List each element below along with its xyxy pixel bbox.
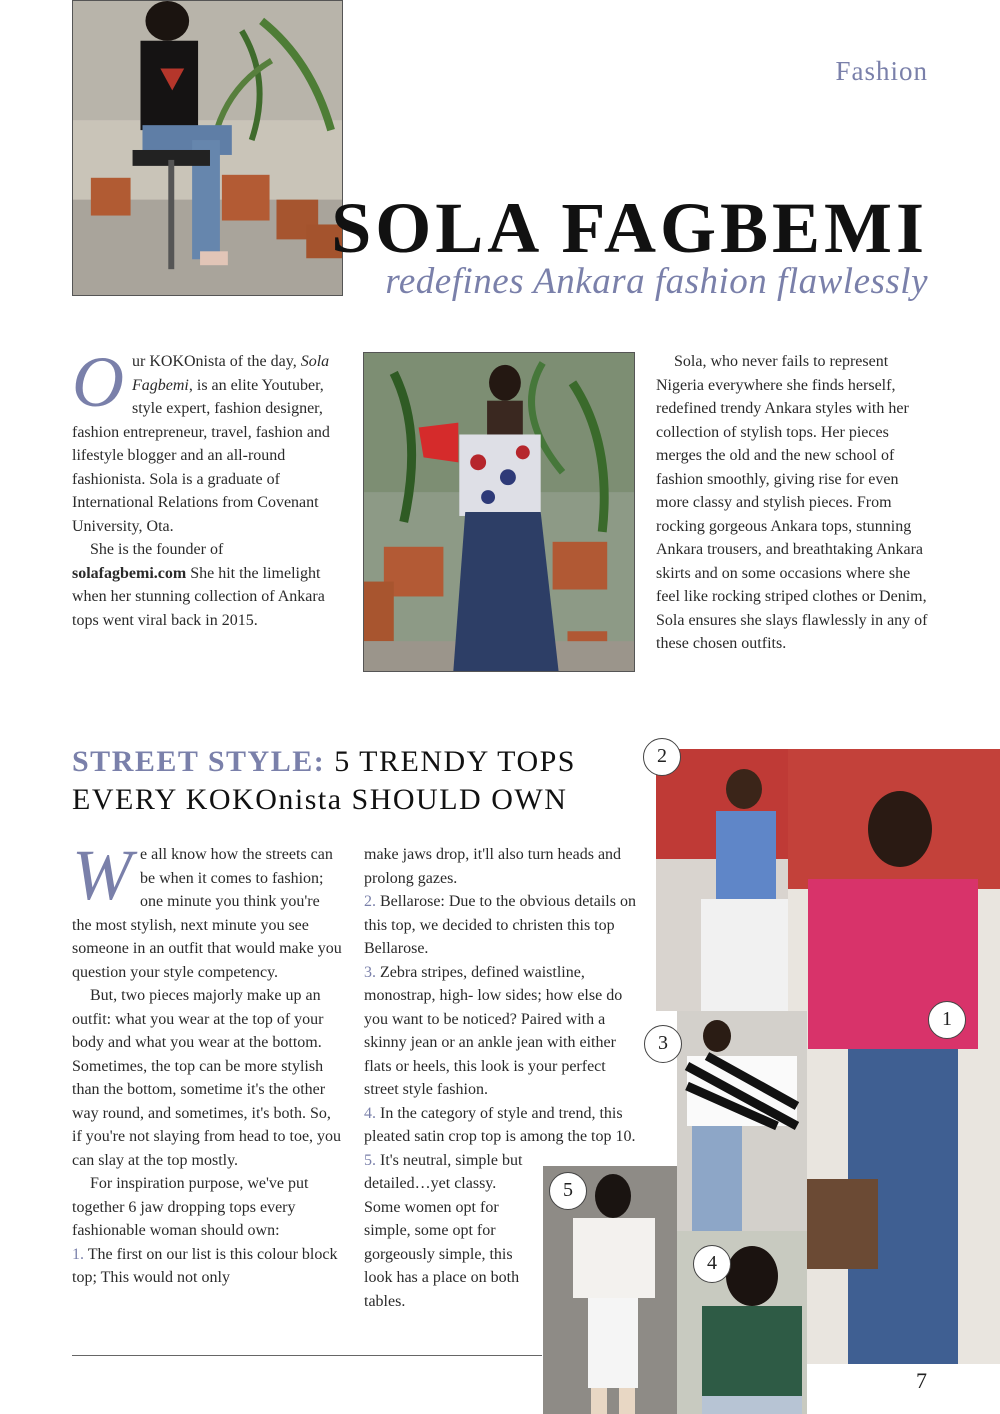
badge-3: 3 — [644, 1025, 682, 1063]
street-paragraph-2: But, two pieces majorly make up an outfit: what you wear at the top of your body and what you wear at the bottom. Sometimes, the top can be more stylish than the bottom, sometime it's the other way round, and sometimes, it's both. So, if you're not slaying from head to toe, you can slay at the top mostly. — [72, 987, 342, 1169]
drop-cap: W — [72, 835, 132, 915]
photo-look-3 — [677, 1011, 807, 1231]
street-paragraph-1 — [72, 835, 342, 984]
list-text: The first on our list is this colour block top; This would not only — [72, 1245, 338, 1286]
photo-sola-ankara-top — [363, 352, 635, 672]
heading-accent: STREET STYLE: — [72, 745, 326, 778]
list-number: 1. — [72, 1245, 84, 1263]
street-text: e all know how the streets can be when it comes to fashion; one minute you think you're the most stylish, next minute you see someone in an outfit that would make you question your style competency. — [72, 846, 342, 981]
badge-1: 1 — [928, 1001, 966, 1039]
list-text: Zebra stripes, defined waistline, monostrap, high- low sides; how else do you want to be noticed? Paired with a skinny jean or an ankle jean with either flats or heels, this look is your perfect street style fashion. — [364, 963, 623, 1098]
intro-paragraph-1 — [72, 342, 340, 538]
drop-cap: O — [72, 342, 124, 422]
photo-look-1 — [788, 749, 1000, 1364]
list-item-2 — [364, 890, 636, 961]
website-name: solafagbemi.com — [72, 564, 187, 582]
section-label: Fashion — [835, 56, 928, 86]
intro-text: ur KOKOnista of the day, — [132, 353, 301, 370]
heading-line-2: EVERY KOKOnista SHOULD OWN — [72, 783, 568, 816]
photo-sola-seated — [72, 0, 343, 296]
page-subtitle: redefines Ankara fashion flawlessly — [385, 261, 928, 302]
badge-2: 2 — [643, 738, 681, 776]
list-number: 4. — [364, 1104, 376, 1122]
intro-text: , is an elite Youtuber, style expert, fashion designer, fashion entrepreneur, travel, fashion and lifestyle blogger and an all-round fashionista. Sola is a graduate of International Relations from Covenant University, Ota. — [72, 376, 330, 535]
intro-text: She hit the limelight when her stunning collection of Ankara tops went viral back in 2015. — [72, 564, 325, 629]
subject-name: Sola Fagbemi — [132, 353, 330, 394]
intro-text: She is the founder of — [90, 541, 224, 558]
heading-rest: 5 TRENDY TOPS — [325, 745, 576, 778]
page-title: SOLA FAGBEMI — [331, 188, 928, 268]
street-paragraph-3: For inspiration purpose, we've put together 6 jaw dropping tops every fashionable woman should own: — [72, 1175, 309, 1239]
badge-4: 4 — [693, 1245, 731, 1283]
list-item-3 — [364, 961, 636, 1102]
page-number: 7 — [916, 1368, 927, 1393]
intro-column-left — [72, 342, 340, 632]
list-number: 5. — [364, 1151, 376, 1169]
list-item-1-start — [72, 1243, 342, 1290]
list-item-4 — [364, 1102, 636, 1149]
footer-rule — [72, 1355, 542, 1356]
intro-paragraph-2 — [72, 538, 340, 632]
intro-column-right — [656, 350, 931, 656]
list-text: Bellarose: Due to the obvious details on this top, we decided to christen this top Bellarose. — [364, 893, 636, 957]
street-style-heading — [72, 745, 632, 816]
list-item-5 — [364, 1149, 534, 1314]
list-item-1-end: make jaws drop, it'll also turn heads and prolong gazes. — [364, 846, 622, 887]
list-number: 2. — [364, 893, 376, 910]
badge-5: 5 — [549, 1172, 587, 1210]
list-number: 3. — [364, 963, 376, 981]
list-text: It's neutral, simple but detailed…yet classy. Some women opt for simple, some opt for gorgeously simple, this look has a place on both tables. — [364, 1151, 523, 1310]
street-column-left — [72, 835, 342, 1290]
list-text: In the category of style and trend, this pleated satin crop top is among the top 10. — [364, 1104, 636, 1145]
intro-paragraph-3: Sola, who never fails to represent Nigeria everywhere she finds herself, redefined trendy Ankara styles with her collection of stylish tops. Her pieces merges the old and the new school of fashion smoothly, giving rise for even more classy and stylish pieces. From rocking gorgeous Ankara tops, stunning Ankara trousers, and breathtaking Ankara skirts and on some occasions where she feel like rocking striped clothes or Denim, Sola ensures she slays flawlessly in any of these chosen outfits. — [656, 353, 928, 652]
